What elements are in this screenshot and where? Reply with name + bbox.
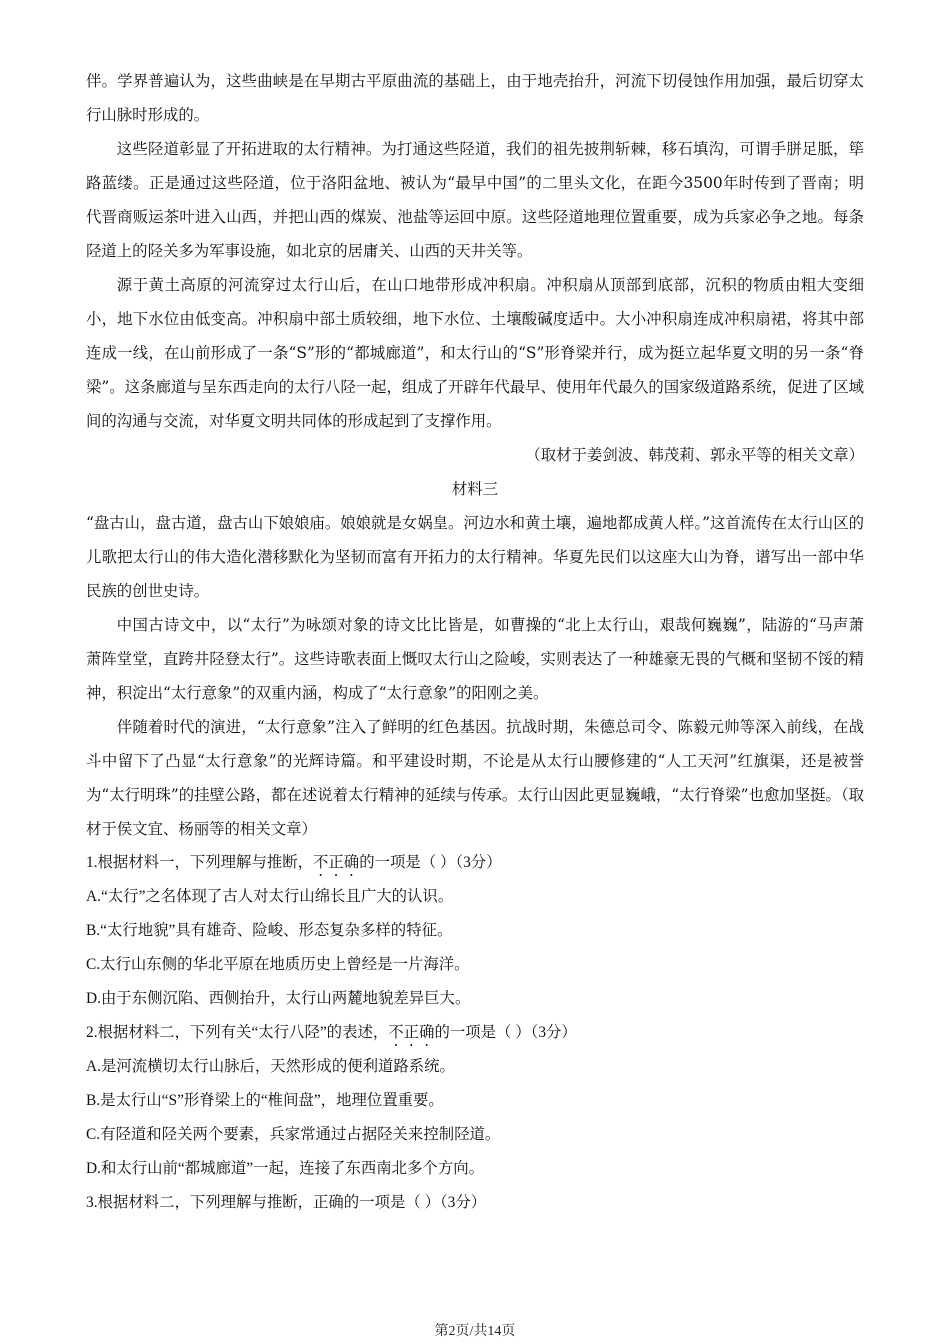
page-footer: 第2页/共14页 — [434, 1324, 516, 1339]
question-2-option-a: A.是河流横切太行山脉后，天然形成的便利道路系统。 — [86, 1058, 455, 1075]
question-1-emphasis: 不正确 — [313, 854, 360, 871]
material2-paragraph-3: 源于黄土高原的河流穿过太行山后，在山口地带形成冲积扇。冲积扇从顶部到底部，沉积的物质由粗大变细小，地下水位由低变高。冲积扇中部土质较细，地下水位、土壤酸碱度适中。大小冲积扇连成冲积扇裙，将其中部连成一线，在山前形成了一条“S”形的“都城廊道”，和太行山的“S”形脊梁并行，成为挺立起华夏文明的另一条“脊梁”。这条廊道与呈东西走向的太行八陉一起，组成了开辟年代最早、使用年代最久的国家级道路系统，促进了区域间的沟通与交流，对华夏文明共同体的形成起到了支撑作用。 — [86, 276, 864, 430]
question-1-option-d: D.由于东侧沉陷、西侧抬升，太行山两麓地貌差异巨大。 — [86, 990, 471, 1007]
question-2-stem-tail: 的一项是（ ）（3分） — [434, 1024, 577, 1041]
question-2-option-c: C.有陉道和陉关两个要素，兵家常通过占据陉关来控制陉道。 — [86, 1126, 501, 1143]
material3-paragraph-1: “盘古山，盘古道，盘古山下娘娘庙。娘娘就是女娲皇。河边水和黄土壤，遍地都成黄人样。”这首流传在太行山区的儿歌把太行山的伟大造化潜移默化为坚韧而富有开拓力的太行精神。华夏先民们以这座大山为脊，谱写出一部中华民族的创世史诗。 — [86, 514, 864, 600]
question-1-option-a: A.“太行”之名体现了古人对太行山绵长且广大的认识。 — [86, 888, 454, 905]
question-3-stem: 3.根据材料二，下列理解与推断，正确的一项是（ ）（3分） — [86, 1194, 487, 1211]
material2-paragraph-continued: 伴。学界普遍认为，这些曲峡是在早期古平原曲流的基础上，由于地壳抬升，河流下切侵蚀作用加强，最后切穿太行山脉时形成的。 — [86, 72, 864, 124]
material3-paragraph-3: 伴随着时代的演进，“太行意象”注入了鲜明的红色基因。抗战时期，朱德总司令、陈毅元帅等深入前线，在战斗中留下了凸显“太行意象”的光辉诗篇。和平建设时期，不论是从太行山腰修建的“人工天河”红旗渠，还是被誉为“太行明珠”的挂壁公路，都在述说着太行精神的延续与传承。太行山因此更显巍峨，“太行脊梁”也愈加坚挺。（取材于侯文宜、杨丽等的相关文章） — [86, 718, 864, 838]
question-2-stem-text: 2.根据材料二，下列有关“太行八陉”的表述， — [86, 1024, 389, 1041]
document-body — [86, 64, 864, 1220]
question-2-option-d: D.和太行山前“都城廊道”一起，连接了东西南北多个方向。 — [86, 1160, 484, 1177]
question-2-option-b: B.是太行山“S”形脊梁上的“椎间盘”，地理位置重要。 — [86, 1092, 444, 1109]
question-1-option-b: B.“太行地貌”具有雄奇、险峻、形态复杂多样的特征。 — [86, 922, 453, 939]
question-1-stem — [86, 846, 864, 880]
question-1-stem-tail: 的一项是（ ）（3分） — [359, 854, 502, 871]
material2-paragraph-2: 这些陉道彰显了开拓进取的太行精神。为打通这些陉道，我们的祖先披荆斩棘，移石填沟，可谓手胼足胝，筚路蓝缕。正是通过这些陉道，位于洛阳盆地、被认为“最早中国”的二里头文化，在距今3500年时传到了晋南；明代晋商贩运茶叶进入山西，并把山西的煤炭、池盐等运回中原。这些陉道地理位置重要，成为兵家必争之地。每条陉道上的陉关多为军事设施，如北京的居庸关、山西的天井关等。 — [86, 140, 864, 260]
question-1-stem-text: 1.根据材料一，下列理解与推断， — [86, 854, 314, 871]
question-1-option-c: C.太行山东侧的华北平原在地质历史上曾经是一片海洋。 — [86, 956, 470, 973]
question-2-emphasis: 不正确 — [388, 1024, 435, 1041]
material2-source: （取材于姜剑波、韩茂莉、郭永平等的相关文章） — [525, 446, 864, 464]
question-2-stem — [86, 1016, 864, 1050]
material3-heading: 材料三 — [451, 480, 499, 498]
material3-paragraph-2: 中国古诗文中，以“太行”为咏颂对象的诗文比比皆是，如曹操的“北上太行山，艰哉何巍巍”，陆游的“马声萧萧阵堂堂，直跨井陉登太行”。这些诗歌表面上慨叹太行山之险峻，实则表达了一种雄豪无畏的气概和坚韧不馁的精神，积淀出“太行意象”的双重内涵，构成了“太行意象”的阳刚之美。 — [86, 616, 864, 702]
